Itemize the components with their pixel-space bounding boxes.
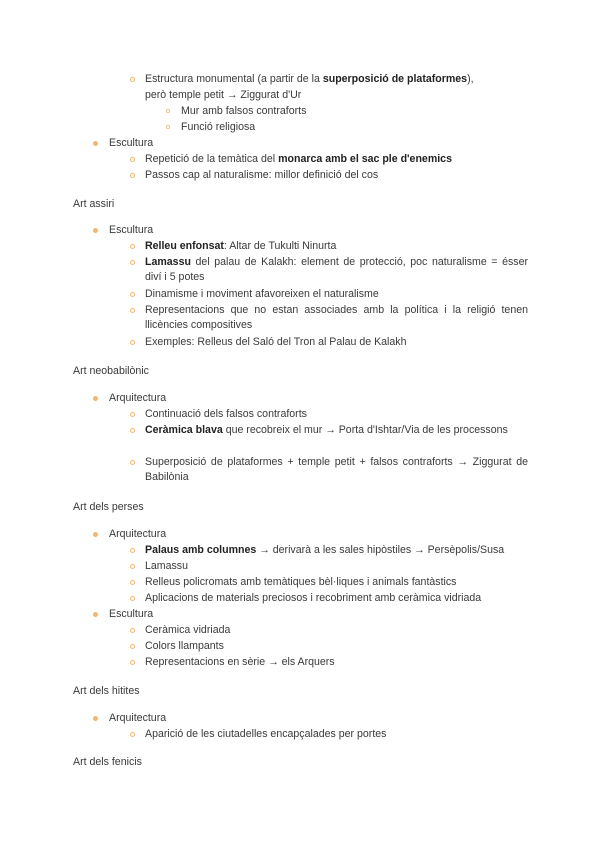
- list-item-lamassu: Lamassu: [145, 560, 188, 572]
- hollow-bullet-icon: [130, 644, 135, 649]
- list-item-mur: Mur amb falsos contraforts: [181, 105, 307, 117]
- hollow-bullet-icon: [130, 460, 135, 465]
- filled-bullet-icon: [93, 228, 98, 233]
- list-item-superposicio: Superposició de plataformes + temple petit + falsos contraforts → Ziggurat de Babilònia: [145, 456, 528, 483]
- list-item-estructura: Estructura monumental (a partir de la superposició de plataformes),: [145, 73, 474, 85]
- hollow-bullet-icon: [130, 157, 135, 162]
- list-item-representacions-serie: Representacions en sèrie → els Arquers: [145, 656, 335, 668]
- hollow-bullet-icon: [130, 173, 135, 178]
- list-item-representacions: Representacions que no estan associades amb la política i la religió tenen llicències compositives: [145, 304, 528, 331]
- hollow-bullet-icon: [130, 580, 135, 585]
- list-item-aplicacions: Aplicacions de materials preciosos i recobriment amb ceràmica vidriada: [145, 592, 482, 604]
- hollow-bullet-icon: [130, 732, 135, 737]
- list-item-ceramica-vidriada: Ceràmica vidriada: [145, 624, 231, 636]
- list-item-escultura: Escultura: [109, 224, 154, 236]
- square-bullet-icon: [166, 109, 170, 113]
- hollow-bullet-icon: [130, 428, 135, 433]
- list-item-arquitectura: Arquitectura: [109, 712, 167, 724]
- list-item-estructura-cont: però temple petit → Ziggurat d'Ur: [145, 89, 302, 101]
- filled-bullet-icon: [93, 396, 98, 401]
- list-item-continuacio: Continuació dels falsos contraforts: [145, 408, 307, 420]
- section-heading-art-neobabilonic: Art neobabilònic: [73, 365, 149, 377]
- list-item-repeticio: Repetició de la temàtica del monarca amb el sac ple d'enemics: [145, 153, 452, 165]
- list-item-arquitectura: Arquitectura: [109, 392, 167, 404]
- list-item-dinamisme: Dinamisme i moviment afavoreixen el naturalisme: [145, 288, 379, 300]
- hollow-bullet-icon: [130, 244, 135, 249]
- hollow-bullet-icon: [130, 308, 135, 313]
- section-heading-art-fenicis: Art dels fenicis: [73, 756, 142, 768]
- square-bullet-icon: [166, 125, 170, 129]
- hollow-bullet-icon: [130, 412, 135, 417]
- list-item-relleus: Relleus policromats amb temàtiques bèl·liques i animals fantàstics: [145, 576, 457, 588]
- list-item-exemples: Exemples: Relleus del Saló del Tron al Palau de Kalakh: [145, 336, 407, 348]
- filled-bullet-icon: [93, 532, 98, 537]
- section-heading-art-perses: Art dels perses: [73, 501, 144, 513]
- list-item-relleu: Relleu enfonsat: Altar de Tukulti Ninurta: [145, 240, 337, 252]
- hollow-bullet-icon: [130, 548, 135, 553]
- list-item-ciutadelles: Aparició de les ciutadelles encapçalades per portes: [145, 728, 387, 740]
- section-heading-art-assiri: Art assiri: [73, 198, 115, 210]
- list-item-lamassu: Lamassu del palau de Kalakh: element de protecció, poc naturalisme = ésser diví i 5 potes: [145, 256, 528, 283]
- hollow-bullet-icon: [130, 292, 135, 297]
- list-item-palaus: Palaus amb columnes → derivarà a les sales hipòstiles → Persèpolis/Susa: [145, 544, 505, 556]
- filled-bullet-icon: [93, 716, 98, 721]
- list-item-funcio: Funció religiosa: [181, 121, 256, 133]
- filled-bullet-icon: [93, 141, 98, 146]
- hollow-bullet-icon: [130, 596, 135, 601]
- hollow-bullet-icon: [130, 340, 135, 345]
- list-item-ceramica-blava: Ceràmica blava que recobreix el mur → Porta d'Ishtar/Via de les processons: [145, 424, 508, 436]
- hollow-bullet-icon: [130, 660, 135, 665]
- list-item-passos: Passos cap al naturalisme: millor definició del cos: [145, 169, 379, 181]
- section-heading-art-hitites: Art dels hitites: [73, 685, 140, 697]
- hollow-bullet-icon: [130, 260, 135, 265]
- list-item-escultura: Escultura: [109, 608, 154, 620]
- hollow-bullet-icon: [130, 564, 135, 569]
- filled-bullet-icon: [93, 612, 98, 617]
- hollow-bullet-icon: [130, 628, 135, 633]
- hollow-bullet-icon: [130, 77, 135, 82]
- list-item-colors: Colors llampants: [145, 640, 224, 652]
- list-item-escultura: Escultura: [109, 137, 154, 149]
- list-item-arquitectura: Arquitectura: [109, 528, 167, 540]
